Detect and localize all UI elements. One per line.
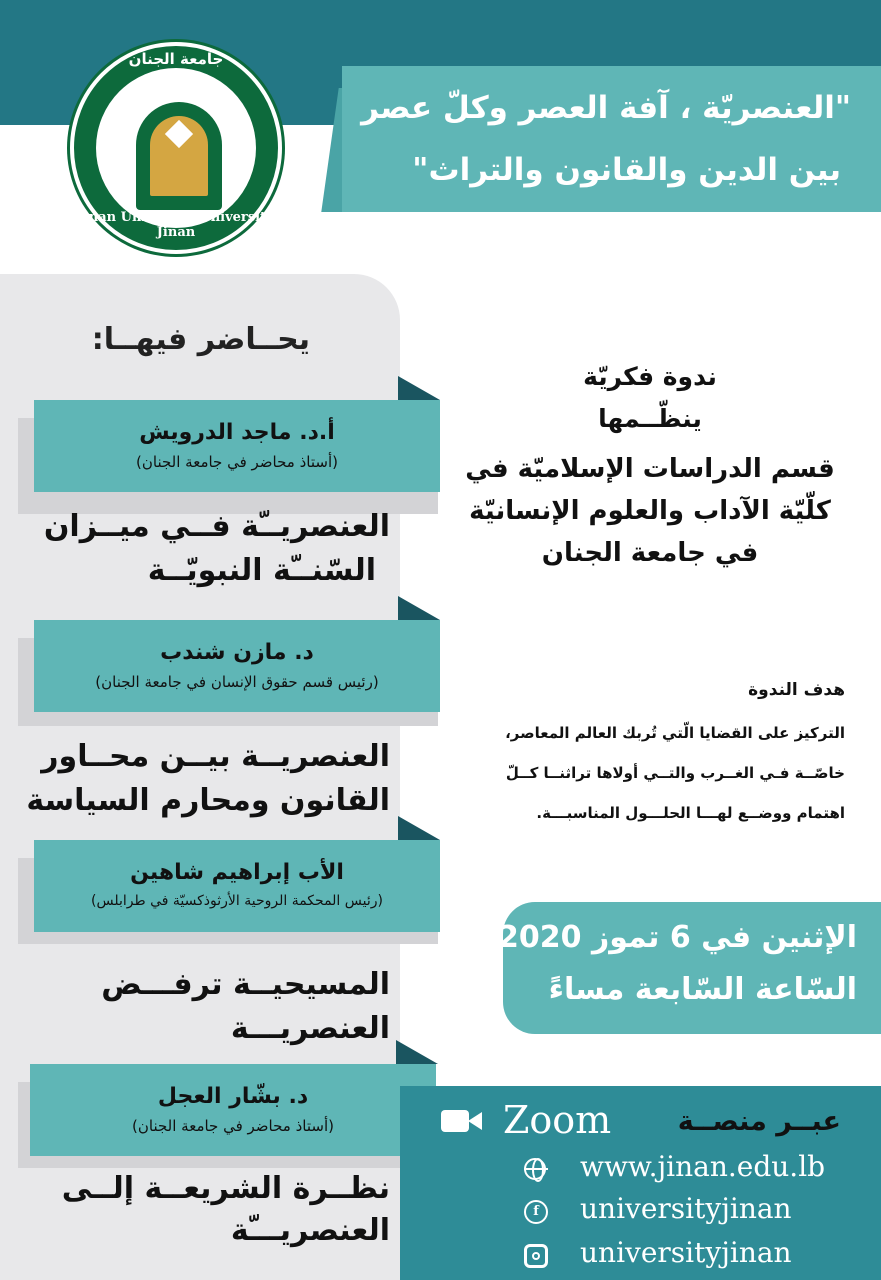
- speaker-4-topic-line-2: العنصريـــّة: [230, 1213, 390, 1248]
- speaker-1-name: أ.د. ماجد الدرويش: [139, 420, 335, 445]
- speaker-4-card: [30, 1064, 436, 1156]
- zoom-row: [441, 1098, 841, 1148]
- speaker-4-name: د. بشّار العجل: [157, 1084, 309, 1109]
- logo-ring: [96, 68, 256, 228]
- speaker-1-topic-line-2: السّنــّة النبويّــة: [147, 553, 376, 588]
- speaker-2-corner: [398, 596, 440, 620]
- logo-arch-inner: [150, 116, 208, 196]
- intro-line-2: ينظّــمها: [598, 404, 702, 433]
- website-text: www.jinan.edu.lb: [580, 1150, 826, 1183]
- zoom-word: Zoom: [503, 1098, 612, 1142]
- speaker-3-corner: [398, 816, 440, 840]
- video-camera-lens-icon: [468, 1112, 482, 1130]
- facebook-text: universityjinan: [580, 1192, 792, 1225]
- title-box: [342, 66, 881, 212]
- logo-diamond-icon: [165, 120, 193, 148]
- speaker-2-role: (رئيس قسم حقوق الإنسان في جامعة الجنان): [95, 673, 379, 691]
- logo-arch: [136, 102, 222, 210]
- speaker-1-topic-line-1: العنصريــّة فــي ميــزان: [43, 509, 390, 544]
- speaker-3-topic-line-1: المسيحيــة ترفـــض: [101, 967, 390, 1002]
- logo-latin-text: Jinan University Université Jinan: [77, 210, 275, 240]
- speaker-1-card: [34, 400, 440, 492]
- speakers-heading: يحــاضر فيهــا:: [91, 322, 310, 357]
- speaker-2-name: د. مازن شندب: [160, 640, 314, 665]
- intro-line-3: قسم الدراسات الإسلاميّة في: [465, 454, 835, 484]
- speaker-3-name: الأب إبراهيم شاهين: [130, 860, 344, 885]
- speaker-4-topic-line-1: نظــرة الشريعــة إلــى: [61, 1171, 390, 1206]
- title-line-2: بين الدين والقانون والتراث": [412, 152, 841, 188]
- speaker-4-role: (أستاذ محاضر في جامعة الجنان): [132, 1117, 334, 1135]
- goal-title: هدف الندوة: [748, 680, 845, 700]
- speaker-3-card: [34, 840, 440, 932]
- goal-line-1: التركيز على القضايا الّتي تُربك العالم المعاصر،: [505, 724, 845, 742]
- speaker-1-corner: [398, 376, 440, 400]
- speaker-4-corner: [396, 1040, 438, 1064]
- facebook-link[interactable]: [520, 1192, 860, 1232]
- speaker-3-topic-line-2: العنصريـــة: [230, 1011, 390, 1046]
- date-line-1: الإثنين في 6 تموز 2020: [498, 920, 857, 955]
- logo-arabic-text: جامعة الجنان: [128, 50, 224, 68]
- speaker-2-card: [34, 620, 440, 712]
- facebook-icon: f: [524, 1200, 548, 1224]
- speaker-1-role: (أستاذ محاضر في جامعة الجنان): [136, 453, 338, 471]
- instagram-icon: [524, 1244, 548, 1268]
- platform-label: عبــر منصــة: [677, 1106, 841, 1137]
- intro-line-1: ندوة فكريّة: [583, 362, 717, 391]
- intro-line-4: كلّيّة الآداب والعلوم الإنسانيّة: [469, 496, 831, 526]
- speaker-3-role: (رئيس المحكمة الروحية الأرثوذكسيّة في طرابلس): [91, 893, 383, 909]
- university-logo: [70, 42, 282, 254]
- instagram-link[interactable]: [520, 1236, 860, 1276]
- date-line-2: السّاعة السّابعة مساءً: [548, 972, 857, 1007]
- website-link[interactable]: [520, 1150, 860, 1190]
- intro-line-5: في جامعة الجنان: [541, 538, 759, 568]
- goal-line-2: خاصّــة فـي الغــرب والتــي أولاها تراثنــا كــلّ: [505, 764, 845, 782]
- speaker-2-topic-line-1: العنصريــة بيــن محــاور: [41, 739, 390, 774]
- instagram-text: universityjinan: [580, 1236, 792, 1269]
- globe-icon: [524, 1158, 546, 1180]
- title-line-1: "العنصريّة ، آفة العصر وكلّ عصر: [361, 90, 851, 126]
- video-camera-icon: [441, 1110, 469, 1132]
- speaker-2-topic-line-2: القانون ومحارم السياسة: [26, 783, 390, 818]
- goal-line-3: اهتمام ووضــع لهـــا الحلـــول المناسبـــة.: [536, 804, 845, 822]
